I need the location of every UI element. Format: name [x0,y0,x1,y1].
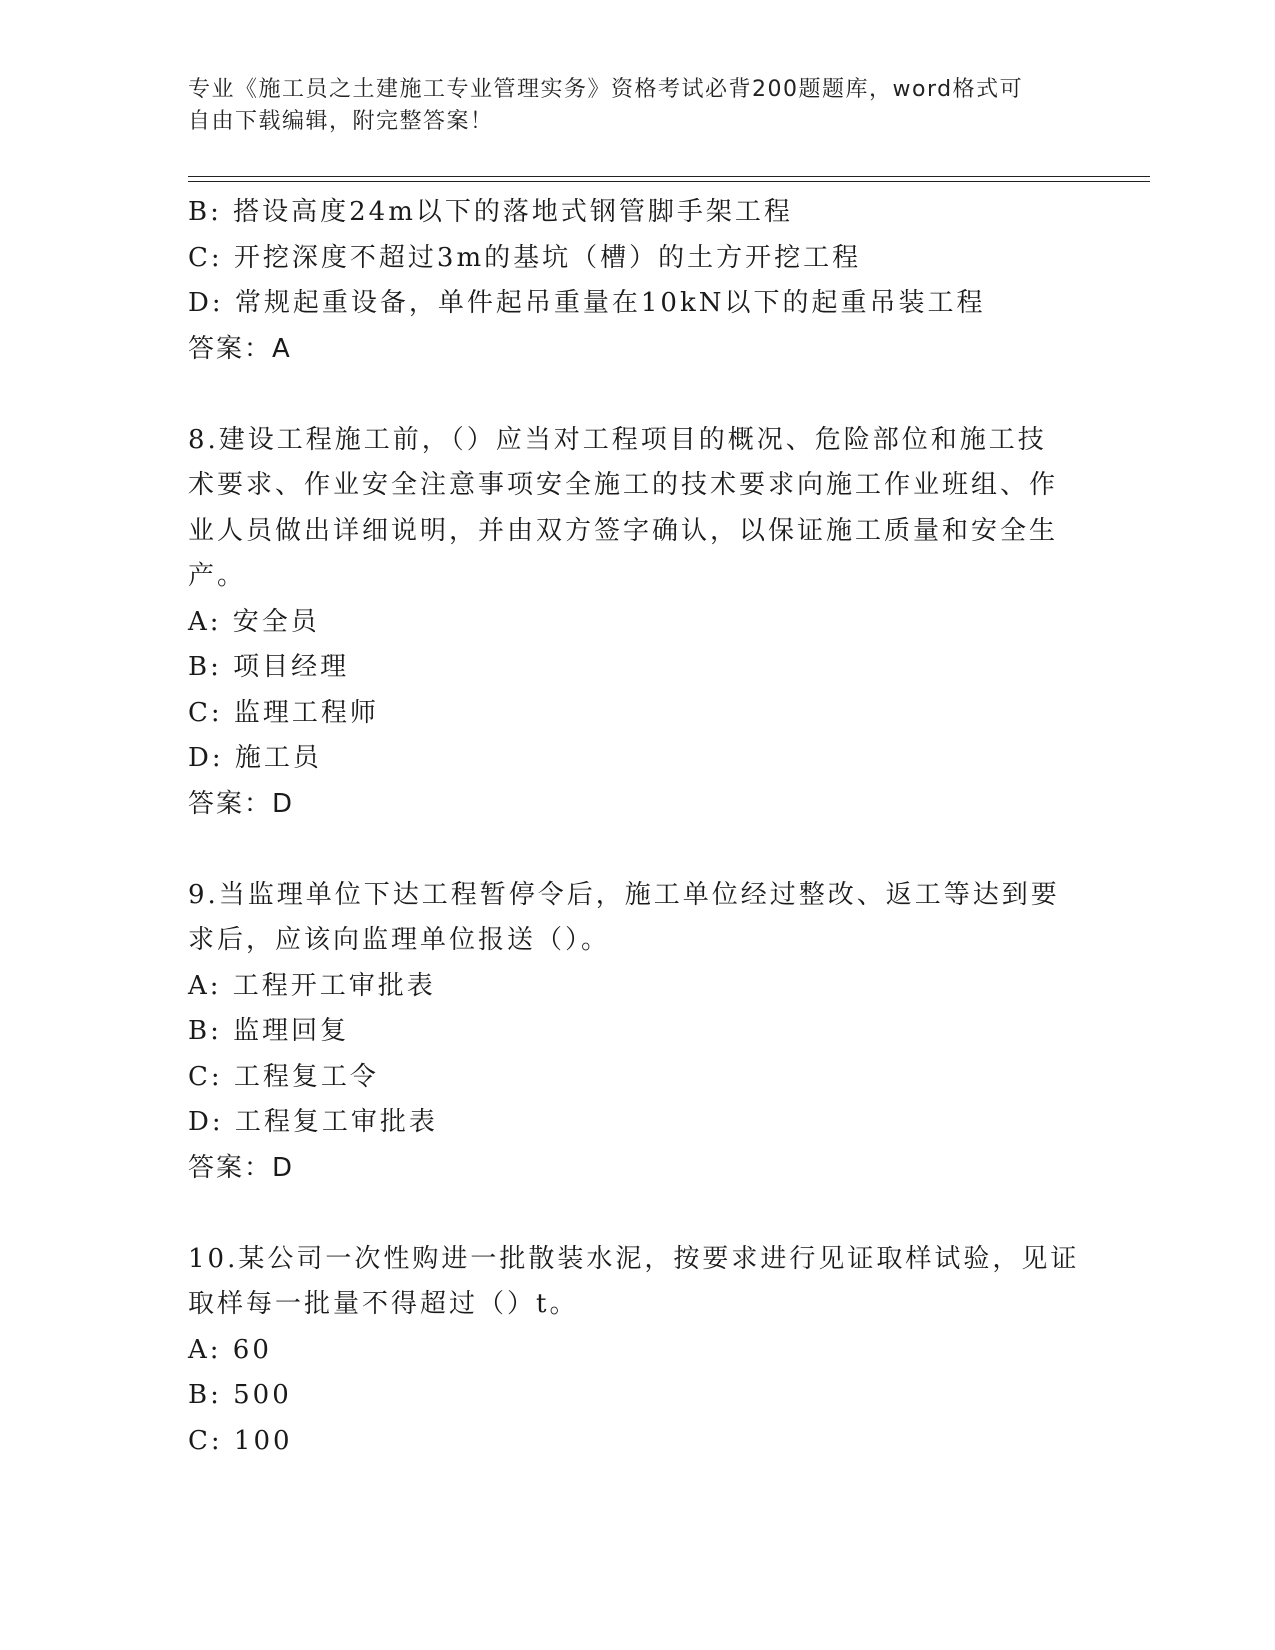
option-b: B: 搭设高度24m以下的落地式钢管脚手架工程 [188,197,793,227]
option-b: B: 监理回复 [188,1016,350,1046]
option-d: D: 施工员 [188,743,322,773]
option-a: A: 60 [188,1334,272,1365]
option-d: D: 工程复工审批表 [188,1107,438,1137]
header-divider-top [188,176,1150,177]
option-c: C: 工程复工令 [188,1061,379,1092]
option-b: B: 500 [188,1380,292,1410]
question-text-line: 求后，应该向监理单位报送（）。 [188,925,611,955]
spacer [188,372,1068,418]
question-9 [188,873,1068,1192]
question-7-continuation [188,190,1068,372]
option-d: D: 常规起重设备，单件起吊重量在10kN以下的起重吊装工程 [188,288,986,318]
spacer [188,827,1068,873]
option-a: A: 安全员 [188,606,320,637]
question-text-line: 业人员做出详细说明，并由双方签字确认，以保证施工质量和安全生 [188,515,1059,546]
question-8 [188,418,1068,828]
question-text-line: 9.当监理单位下达工程暂停令后，施工单位经过整改、返工等达到要 [188,879,1060,910]
question-text-line: 术要求、作业安全注意事项安全施工的技术要求向施工作业班组、作 [188,470,1059,500]
option-a: A: 工程开工审批表 [188,970,436,1001]
option-c: C: 监理工程师 [188,697,379,728]
question-text-line: 产。 [188,561,247,591]
spacer [188,1191,1068,1237]
answer-line: 答案：A [188,333,292,364]
question-text-line: 10.某公司一次性购进一批散装水泥，按要求进行见证取样试验，见证 [188,1243,1080,1274]
question-text-line: 取样每一批量不得超过（）t。 [188,1289,579,1319]
option-b: B: 项目经理 [188,652,350,682]
answer-line: 答案：D [188,1152,295,1183]
question-text-line: 8.建设工程施工前，（）应当对工程项目的概况、危险部位和施工技 [188,424,1047,455]
header-divider-bottom [188,181,1150,182]
option-c: C: 开挖深度不超过3m的基坑（槽）的土方开挖工程 [188,242,862,273]
header-line-1: 专业《施工员之土建施工专业管理实务》资格考试必背200题题库，word格式可 [188,77,1024,102]
option-c: C: 100 [188,1425,293,1456]
document-header [188,74,1068,138]
question-10 [188,1237,1080,1465]
document-body [188,190,1080,1464]
header-line-2: 自由下载编辑，附完整答案！ [188,109,494,134]
answer-line: 答案：D [188,788,295,819]
